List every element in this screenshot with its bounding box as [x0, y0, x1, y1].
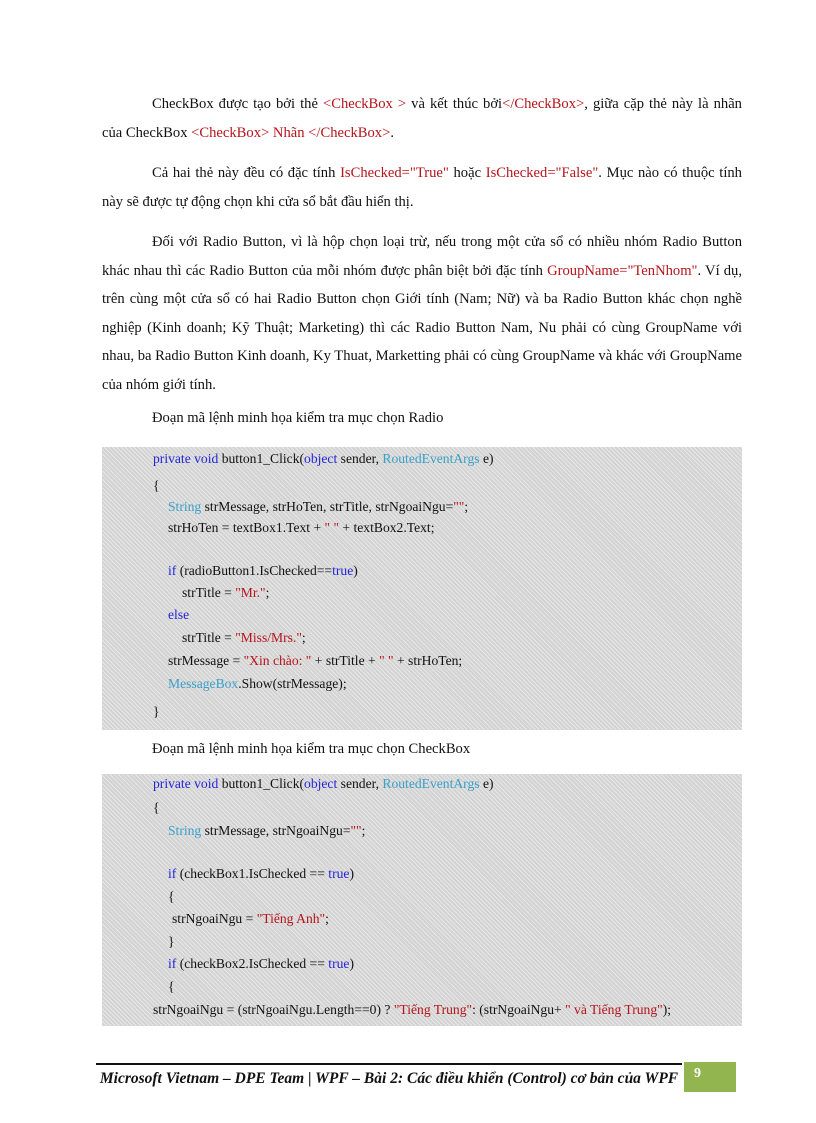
code-line: MessageBox.Show(strMessage);	[168, 676, 347, 691]
code-line: }	[153, 704, 160, 719]
code-line: if (checkBox2.IsChecked == true)	[168, 956, 354, 971]
code-line: {	[168, 889, 175, 904]
paragraph-checkbox-tags: CheckBox được tạo bởi thẻ <CheckBox > và kết thúc bởi</CheckBox>, giữa cặp thẻ này là nhãn của CheckBox <CheckBox> Nhãn </CheckBox>.	[102, 96, 742, 141]
page-number: 9	[694, 1066, 701, 1081]
code-block-radio	[102, 447, 742, 730]
code-line: String strMessage, strHoTen, strTitle, strNgoaiNgu="";	[168, 499, 469, 514]
paragraph-ischecked: Cả hai thẻ này đều có đặc tính IsChecked="True" hoặc IsChecked="False". Mục nào có thuộc tính này sẽ được tự động chọn khi cửa sổ bắt đầu hiển thị.	[102, 165, 742, 210]
footer-divider	[96, 1063, 682, 1065]
code-line: strNgoaiNgu = "Tiếng Anh";	[172, 911, 329, 926]
code-line: private void button1_Click(object sender, RoutedEventArgs e)	[153, 451, 494, 466]
code-line: {	[153, 800, 160, 815]
code-line: {	[153, 478, 160, 493]
code-line: else	[168, 607, 190, 622]
code-block-checkbox	[102, 774, 742, 1026]
code-line: strTitle = "Mr.";	[182, 585, 270, 600]
code-line: private void button1_Click(object sender, RoutedEventArgs e)	[153, 776, 494, 791]
code-line: if (radioButton1.IsChecked==true)	[168, 563, 358, 578]
code-line: strTitle = "Miss/Mrs.";	[182, 630, 306, 645]
code-line: strNgoaiNgu = (strNgoaiNgu.Length==0) ? "Tiếng Trung": (strNgoaiNgu+ " và Tiếng Trung");	[153, 1002, 671, 1017]
code-line: strMessage = "Xin chào: " + strTitle + " " + strHoTen;	[168, 653, 463, 668]
page-number-badge	[684, 1062, 736, 1092]
paragraph-radio-groupname: Đối với Radio Button, vì là hộp chọn loại trừ, nếu trong một cửa sổ có nhiều nhóm Radio Button khác nhau thì các Radio Button của mỗi nhóm được phân biệt bởi đặc tính GroupName="TenNhom". Ví dụ, trên cùng một cửa sổ có hai Radio Button chọn Giới tính (Nam; Nữ) và ba Radio Button khác chọn nghề nghiệp (Kinh doanh; Kỹ Thuật; Marketing) thì các Radio Button Nam, Nu phải có cùng GroupName với nhau, ba Radio Button Kinh doanh, Ky Thuat, Marketting phải có cùng GroupName và khác với GroupName của nhóm giới tính.	[102, 234, 742, 393]
code-line: strHoTen = textBox1.Text + " " + textBox2.Text;	[168, 520, 435, 535]
code-line: {	[168, 979, 175, 994]
code-line: String strMessage, strNgoaiNgu="";	[168, 823, 366, 838]
code-line: if (checkBox1.IsChecked == true)	[168, 866, 354, 881]
footer-title: Microsoft Vietnam – DPE Team | WPF – Bài 2: Các điều khiển (Control) cơ bản của WPF	[99, 1070, 679, 1087]
label-checkbox-example: Đoạn mã lệnh minh họa kiểm tra mục chọn CheckBox	[152, 741, 471, 757]
label-radio-example: Đoạn mã lệnh minh họa kiểm tra mục chọn Radio	[152, 410, 444, 426]
code-line: }	[168, 934, 175, 949]
